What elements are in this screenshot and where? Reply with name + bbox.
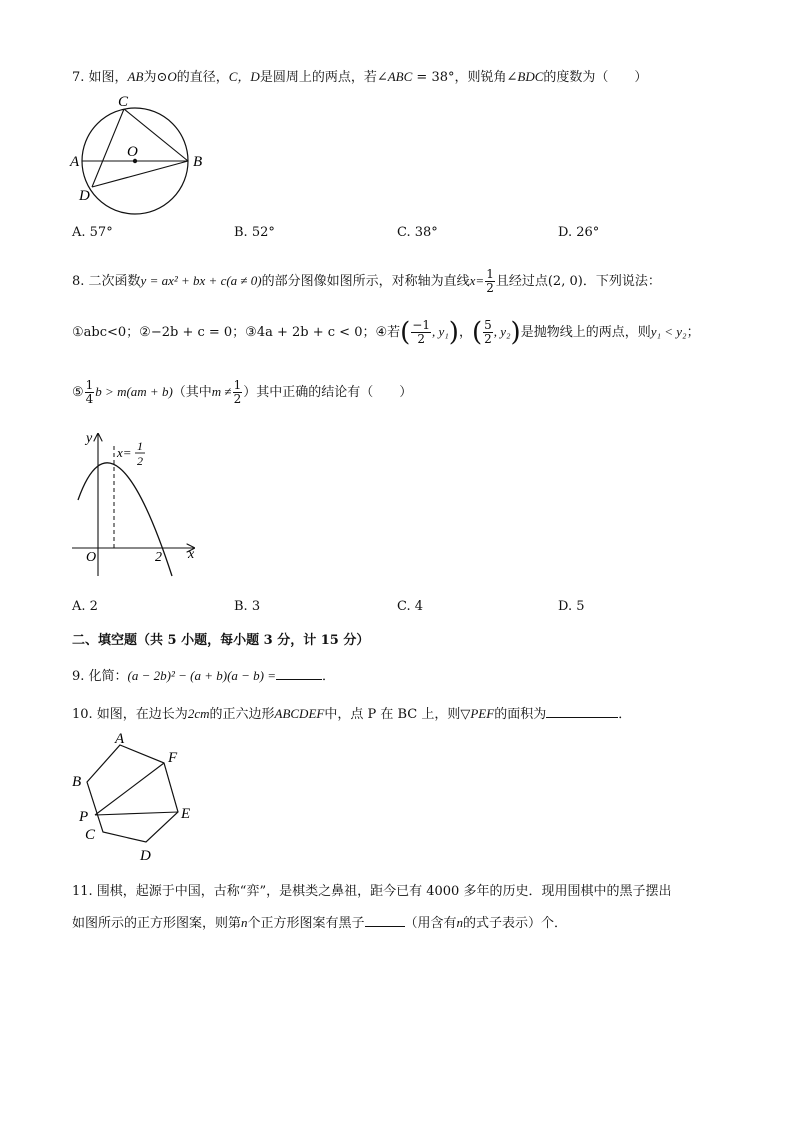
question-7-stem: 7. 如图，AB为⊙O的直径，C，D是圆周上的两点，若∠ABC = 38°，则锐角∠BDC的度数为（ ） [72, 69, 648, 85]
q8-option-d[interactable]: D. 5 [558, 599, 585, 614]
q7-option-b[interactable]: B. 52° [234, 225, 275, 240]
label-origin: O [86, 550, 97, 565]
circle-figure [66, 92, 216, 222]
answer-blank-q10[interactable] [546, 716, 618, 718]
label-y: y [86, 431, 93, 446]
q8-option-a[interactable]: A. 2 [72, 599, 98, 614]
label-axis-eq: x= [117, 445, 132, 460]
fraction-one-half-b: $\frac{1}{2}$ [233, 378, 242, 406]
label-b: B [72, 774, 82, 790]
label-o: O [127, 144, 138, 160]
label-c: C [85, 827, 96, 843]
label-two: 2 [155, 550, 162, 565]
q8-option-b[interactable]: B. 3 [234, 599, 261, 614]
label-f: F [168, 750, 178, 766]
label-axis-num: 1 [137, 439, 143, 453]
label-c: C [118, 94, 129, 110]
fraction-five-half: $\frac{5}{2}$ [484, 318, 492, 346]
hexagon-figure [66, 730, 206, 868]
label-axis-den: 2 [137, 454, 143, 468]
segment-pf [95, 763, 164, 815]
question-10: 10. 如图，在边长为2cm的正六边形ABCDEF中，点 P 在 BC 上，则▽PEF的面积为 ． [72, 706, 632, 722]
segment-pe [95, 812, 178, 815]
q8-option-c[interactable]: C. 4 [397, 599, 424, 614]
answer-blank-q11[interactable] [365, 925, 405, 927]
q7-option-d[interactable]: D. 26° [558, 225, 600, 240]
hexagon-outline [87, 745, 178, 842]
label-e: E [181, 806, 191, 822]
q7-option-a[interactable]: A. 57° [72, 225, 113, 240]
answer-blank-q9[interactable] [276, 678, 322, 680]
q7-option-c[interactable]: C. 38° [397, 225, 438, 240]
label-b: B [193, 154, 203, 170]
section-heading: 二、填空题（共 5 小题，每小题 3 分，计 15 分） [72, 633, 370, 648]
label-a: A [70, 154, 80, 170]
question-8-statement-5: ⑤ $\frac{1}{4}$ b > m(am + b)（其中m ≠ $\frac{1}{2}$ ）其中正确的结论有（ ） [72, 378, 413, 406]
label-p: P [79, 809, 89, 825]
fraction-neg-half: $\frac{-1}{2}$ [412, 318, 430, 346]
question-8-statements: ①abc<0；②−2b + c = 0；③4a + 2b + c < 0；④若( $\frac{-1}{2}$ , y₁)，( $\frac{5}{2}$ , y₂)是抛物线上的两点，则y₁ < y₂； [72, 317, 700, 348]
question-11-line2: 如图所示的正方形图案，则第n个正方形图案有黑子 （用含有n的式子表示）个． [72, 915, 568, 931]
question-11-line1: 11. 围棋，起源于中国，古称“弈”，是棋类之鼻祖，距今已有 4000 多年的历史．现用围棋中的黑子摆出 [72, 884, 672, 899]
chord-cd [92, 109, 124, 187]
label-a: A [115, 731, 125, 747]
label-d: D [79, 188, 90, 204]
question-8-line1: 8. 二次函数y = ax² + bx + c(a ≠ 0)的部分图像如图所示，对称轴为直线x= $\frac{1}{2}$ 且经过点(2, 0)．下列说法： [72, 267, 661, 295]
question-9: 9. 化简：(a − 2b)² − (a + b)(a − b) = ． [72, 668, 336, 684]
fraction-one-quarter: $\frac{1}{4}$ [85, 378, 94, 406]
label-x: x [188, 547, 195, 562]
chord-db [92, 161, 188, 187]
parabola-graph [66, 424, 206, 582]
fraction-one-half: $\frac{1}{2}$ [486, 267, 494, 295]
label-d: D [140, 848, 151, 864]
